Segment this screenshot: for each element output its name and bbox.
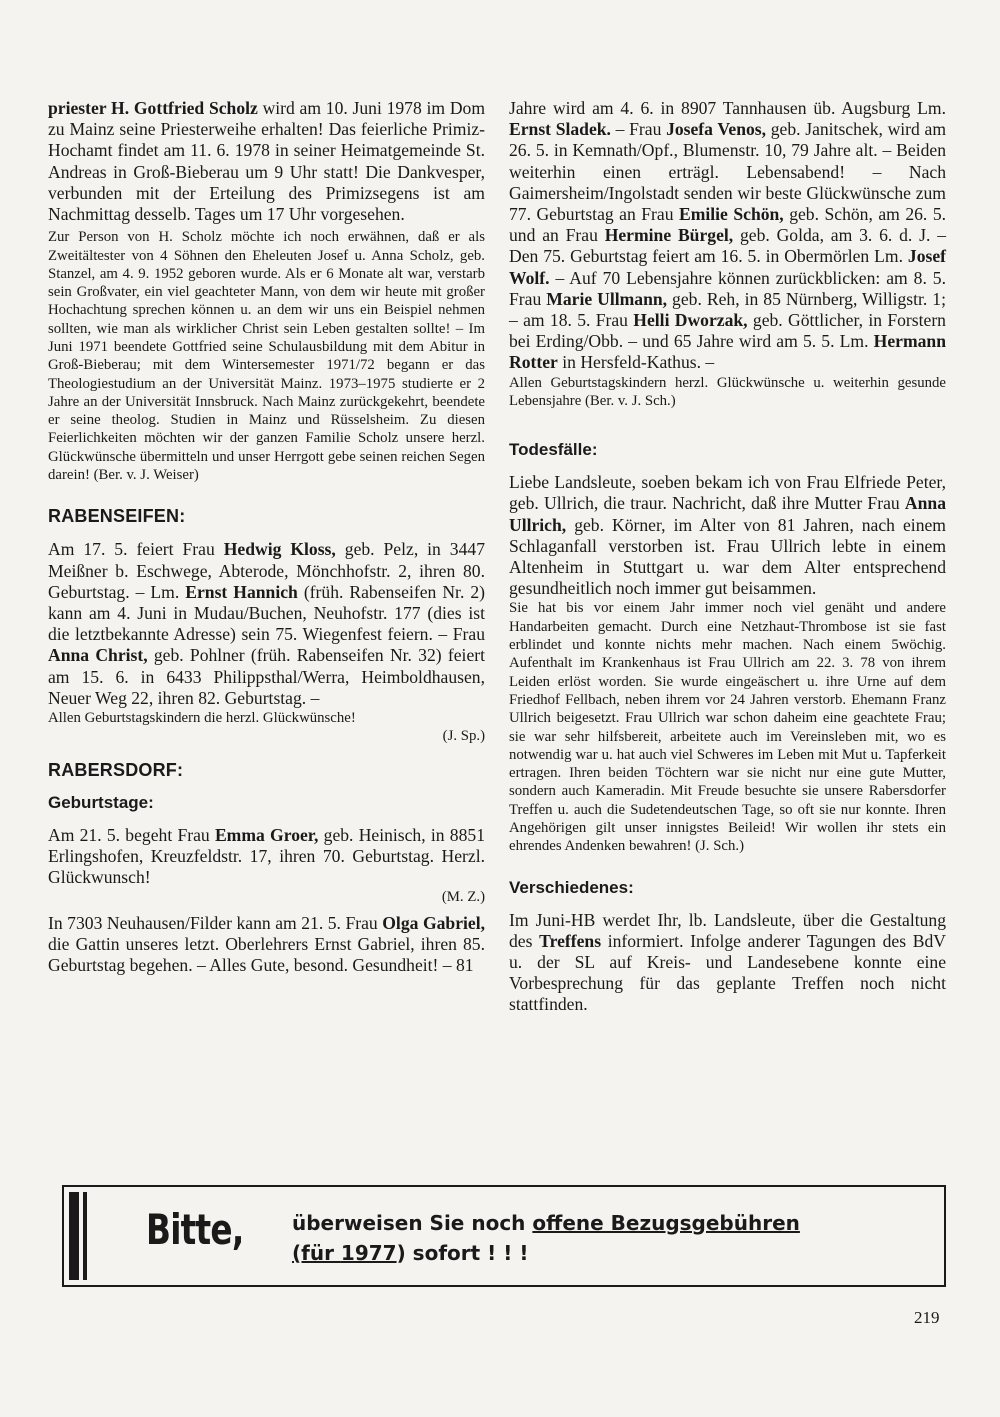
rabenseifen-credit: (J. Sp.) [442, 728, 485, 745]
misc-paragraph: Im Juni-HB werdet Ihr, lb. Landsleute, über die Gestaltung des Treffens informiert. Infolge anderer Tagungen des BdV u. der SL auf Kreis- und Landesebene konnte eine Vorbesprechung für das geplante Treffen noch nicht stattfinden. [509, 909, 946, 1015]
bold-name: Emma Groer, [214, 824, 319, 845]
intro-paragraph: priester H. Gottfried Scholz wird am 10. Juni 1978 im Dom zu Mainz seine Priesterweihe erhalten! Das feierliche Primiz-Hochamt findet am 11. 6. 1978 in seiner Heimatgemeinde St. Andreas in Groß-Bieberau um 9 Uhr statt! Die Dankvesper, verbunden mit der Erteilung des Primizsegens ist am Nachmittag desselb. Tages um 17 Uhr vorgesehen. [48, 98, 486, 225]
notice-underlined-fees: offene Bezugsgebühren [532, 1211, 800, 1235]
left-column [48, 98, 485, 976]
notice-bar-thin [83, 1192, 87, 1280]
right-column [509, 98, 946, 1016]
rabenseifen-wishes: Allen Geburtstagskindern die herzl. Glückwünsche! [48, 710, 356, 726]
notice-bitte: Bitte, [146, 1205, 244, 1254]
bold-name: Hedwig Kloss, [223, 539, 336, 560]
bold-name: Ernst Hannich [185, 581, 298, 602]
bold-name: Treffens [539, 930, 602, 951]
rabersdorf-heading: RABERSDORF: [48, 759, 184, 780]
rabenseifen-paragraph: Am 17. 5. feiert Frau Hedwig Kloss, geb. Pelz, in 3447 Meißner b. Eschwege, Abterode, Mönchhofstr. 2, ihren 80. Geburtstag. – Lm. Ernst Hannich (früh. Rabenseifen Nr. 2) kann am 4. Juni in Mudau/Buchen, Neuhofstr. 177 (dies ist die letztbekannte Adresse) sein 75. Wiegenfest feiern. – Frau Anna Christ, geb. Pohlner (früh. Rabenseifen Nr. 32) feiert am 15. 6. in 6433 Philippsthal/Werra, Heimboldhausen, Neuer Weg 22, ihren 82. Geburtstag. – [48, 539, 486, 708]
notice-underlined-year: 1977 [340, 1241, 397, 1265]
misc-heading: Verschiedenes: [509, 877, 634, 897]
bold-name: Ernst Sladek. [509, 119, 611, 140]
rabenseifen-heading: RABENSEIFEN: [48, 506, 186, 527]
bold-name: priester H. Gottfried Scholz [48, 98, 258, 118]
birthday-paragraph: Jahre wird am 4. 6. in 8907 Tannhausen üb. Augsburg Lm. Ernst Sladek. – Frau Josefa Venos, geb. Janitschek, wird am 26. 5. in Kemnath/Opf., Blumenstr. 10, 79 Jahre alt. – Beiden weiterhin einen erträgl. Lebensabend! – Nach Gaimersheim/Ingolstadt senden wir beste Glückwünsche zum 77. Geburtstag an Frau Emilie Schön, geb. Schön, am 26. 5. und an Frau Hermine Bürgel, geb. Golda, am 3. 6. d. J. – Den 75. Geburtstag feiert am 16. 5. in Obermörlen Lm. Josef Wolf. – Auf 70 Lebensjahre können zurückblicken: am 8. 5. Frau Marie Ullmann, geb. Reh, in 85 Nürnberg, Willigstr. 1; – am 18. 5. Frau Helli Dworzak, geb. Göttlicher, in Forstern bei Erding/Obb. – und 65 Jahre wird am 5. 5. Lm. Hermann Rotter in Hersfeld-Kathus. – [509, 98, 947, 373]
bold-name: Marie Ullmann, [546, 288, 668, 309]
notice-line-2: (für 1977) sofort ! ! ! [292, 1241, 529, 1265]
bold-name: Anna Christ, [48, 645, 148, 666]
bold-name: Josefa Venos, [666, 119, 767, 140]
bold-name: Josef Wolf. [509, 246, 946, 288]
person-paragraph: Zur Person von H. Scholz möchte ich noch erwähnen, daß er als Zweitältester von 4 Söhnen den Eheleuten Josef u. Anna Scholz, geb. Stanzel, am 4. 9. 1952 geboren wurde. Als er 6 Monate alt war, verstarb sein Großvater, ein viel geachteter Mann, von dem wir heute mit großer Hochachtung sprechen können u. an dem wir uns ein Beispiel nehmen sollten, wie man als wirklicher Christ sein Leben gestalten sollte! – Im Juni 1971 beendete Gottfried seine Schulausbildung mit dem Abitur in Groß-Bieberau; mit dem Wintersemester 1971/72 begann er das Theologiestudium an der Universität Mainz. 1973–1975 studierte er 2 Jahre an der Universität Innsbruck. Nach Mainz zurückgekehrt, beendete er seine theolog. Studien in Mainz und Rüsselsheim. Zu diesen Feierlichkeiten möchten wir der ganzen Familie Scholz unsere herzl. Glückwünsche übermitteln und unser Herrgott gebe seinen reichen Segen darein! (Ber. v. J. Weiser) [48, 229, 485, 484]
deaths-small-paragraph: Sie hat bis vor einem Jahr immer noch viel genäht und andere Handarbeiten gemacht. Durch eine Netzhaut-Thrombose ist sie fast erblindet und konnte nichts mehr machen. Nach einem 5wöchig. Aufenthalt im Krankenhaus ist Frau Ullrich am 22. 3. 78 von ihrem Leiden erlöst worden. Sie wurde eingeäschert u. ihre Urne auf dem Friedhof Fellbach, neben ihrem vor 24 Jahren verstorb. Ehemann Franz Ullrich beigesetzt. Frau Ullrich war schon daheim eine geachtete Frau; sie war sehr hilfsbereit, arbeitete auch im Vereinsleben mit, wo es notwendig war u. hat auch viel Schweres im Leben mit Mut u. Tapferkeit ertragen. Ihren beiden Töchtern war sie nicht nur eine gute Mutter, sondern auch Kameradin. Mit Freude besuchte sie unsere Rabersdorfer Treffen u. auch die Sudetendeutschen Tage, so oft sie nur konnte. Ihren Angehörigen gilt unser innigstes Beileid! Wir wollen ihr stets ein ehrendes Andenken bewahren! (J. Sch.) [509, 600, 946, 855]
bold-name: Olga Gabriel, [382, 912, 485, 933]
bold-name: Anna Ullrich, [509, 493, 946, 535]
birthday-wishes: Allen Geburtstagskindern herzl. Glückwünsche u. weiterhin gesunde Lebensjahre (Ber. v. J. Sch.) [509, 374, 946, 409]
bold-name: Emilie Schön, [679, 204, 784, 225]
deaths-heading: Todesfälle: [509, 440, 598, 460]
rabersdorf-subheading: Geburtstage: [48, 792, 154, 812]
rabersdorf-paragraph-2: In 7303 Neuhausen/Filder kann am 21. 5. Frau Olga Gabriel, die Gattin unseres letzt. Oberlehrers Ernst Gabriel, ihren 85. Geburtstag begehen. – Alles Gute, besond. Gesundheit! – 81 [48, 912, 485, 975]
rabersdorf-paragraph-1: Am 21. 5. begeht Frau Emma Groer, geb. Heinisch, in 8851 Erlingshofen, Kreuzfeldstr. 17, ihren 70. Geburtstag. Herzl. Glückwunsch! [48, 824, 485, 887]
page-number: 219 [914, 1308, 940, 1327]
deaths-paragraph: Liebe Landsleute, soeben bekam ich von Frau Elfriede Peter, geb. Ullrich, die traur. Nachricht, daß ihre Mutter Frau Anna Ullrich, geb. Körner, im Alter von 81 Jahren, nach einem Schlaganfall verstorben ist. Frau Ullrich lebte in einem Altenheim in Stuttgart u. war dem Alter entsprechend gesundheitlich noch immer gut beisammen. [509, 472, 946, 599]
notice-bar-thick [69, 1192, 79, 1280]
bold-name: Helli Dworzak, [633, 310, 748, 331]
rabersdorf-credit-1: (M. Z.) [441, 889, 485, 906]
bold-name: Hermine Bürgel, [604, 225, 734, 246]
notice-line-1: überweisen Sie noch offene Bezugsgebühren [292, 1211, 800, 1235]
payment-notice [62, 1185, 946, 1287]
bold-name: Hermann Rotter [509, 331, 946, 373]
